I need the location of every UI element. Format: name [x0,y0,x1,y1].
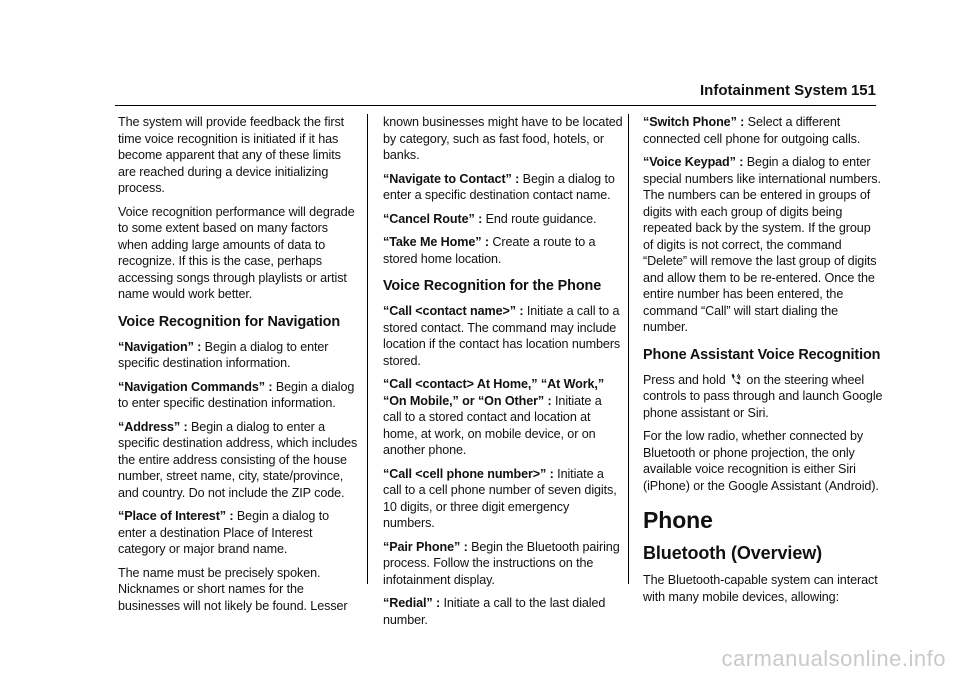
command-item [118,379,358,412]
command-desc: Begin the Bluetooth pairing process. Follow the instructions on the infotainment display. [383,539,620,587]
column-divider [367,114,368,584]
command-term: “Call <contact> At Home,” “At Work,” “On Mobile,” or “On Other” : [383,377,605,408]
command-item [383,595,623,628]
command-desc: Initiate a call to a stored contact and location at home, at work, on mobile device, or on another phone. [383,393,602,457]
column-1 [118,114,358,621]
watermark: carmanualsonline.info [721,646,946,671]
chapter-heading: Phone [643,507,713,533]
command-term: “Navigation” : [118,339,202,354]
paragraph [643,372,883,422]
command-desc: Begin a dialog to enter a destination Place of Interest category or major brand name. [118,509,330,556]
page-header [700,82,876,99]
command-term: “Take Me Home” : [383,235,489,249]
command-desc: Begin a dialog to enter a specific destination address, which includes the entire address consisting of the house number, street name, city, state/province, and country. Do not include the ZIP code. [118,419,358,500]
section-title: Infotainment System [700,82,848,99]
command-term: “Address” : [118,419,188,434]
command-desc: Begin a dialog to enter specific destination information. [118,339,329,370]
column-divider [628,114,629,584]
command-desc: Select a different connected cell phone for outgoing calls. [643,115,861,146]
subsection-heading: Bluetooth (Overview) [643,543,823,563]
assist-text: on the steering wheel controls to pass through and launch Google phone assistant or Siri. [643,372,883,420]
command-item [383,211,623,228]
command-term: “Cancel Route” : [383,211,483,226]
command-item [383,466,623,532]
command-desc: Initiate a call to a cell phone number of seven digits, 10 digits, or three digit emergency numbers. [383,466,617,530]
command-term: “Call <contact name>” : [383,304,524,318]
paragraph: For the low radio, whether connected by Bluetooth or phone projection, the only available voice recognition is either Siri (iPhone) or the Google Assistant (Android). [643,429,879,493]
command-desc: Create a route to a stored home location. [383,235,596,266]
command-item [118,508,358,558]
command-term: “Call <cell phone number>” : [383,466,554,481]
page-number: 151 [850,82,876,99]
command-term: “Voice Keypad” : [643,155,744,169]
command-desc: End route guidance. [482,211,597,226]
command-term: “Navigate to Contact” : [383,171,520,186]
section-heading: Voice Recognition for Navigation [118,313,341,330]
command-term: “Pair Phone” : [383,539,468,554]
section-heading: Phone Assistant Voice Recognition [643,346,881,363]
column-3 [643,114,883,612]
command-item [383,234,623,267]
section-heading: Voice Recognition for the Phone [383,278,602,294]
voice-phone-icon [731,373,741,385]
paragraph: The system will provide feedback the first time voice recognition is initiated if it has become apparent that any of these limits are reached during a device initializing process. [118,115,345,195]
command-term: “Place of Interest” : [118,509,234,523]
command-desc: Begin a dialog to enter a specific destination contact name. [383,171,615,202]
command-term: “Redial” : [383,596,441,610]
command-item [643,114,883,147]
command-item [383,303,623,369]
command-term: “Switch Phone” : [643,115,745,129]
column-2 [383,114,623,635]
command-item [383,171,623,204]
command-desc: Initiate a call to a stored contact. The command may include location if the contact has location numbers stored. [383,304,621,368]
command-item [383,539,623,589]
command-desc: Begin a dialog to enter specific destination information. [118,379,355,410]
paragraph: The Bluetooth-capable system can interact with many mobile devices, allowing: [643,573,878,604]
assist-text: Press and hold [643,372,730,387]
command-item [383,376,623,459]
command-desc: Begin a dialog to enter special numbers like international numbers. The numbers can be entered in groups of digits with each group of digits being repeated back by the system. If the group of digits is not correct, the command “Delete” will remove the last group of digits and allow them to be re-entered. Once the entire number has been entered, the command “Call” will start dialing the number. [643,155,881,334]
paragraph: known businesses might have to be located by category, such as fast food, hotels, or banks. [383,115,623,162]
header-rule [115,105,876,106]
command-item [643,154,883,336]
paragraph: Voice recognition performance will degrade to some extent based on many factors when adding large amounts of data to recognize. If this is the case, perhaps accessing songs through playlists or artist name would work better. [118,204,355,301]
command-item [118,419,358,502]
command-desc: Initiate a call to the last dialed number. [383,596,606,627]
command-item [118,339,358,372]
paragraph: The name must be precisely spoken. Nicknames or short names for the businesses will not likely be found. Lesser [118,565,348,613]
command-term: “Navigation Commands” : [118,379,273,394]
